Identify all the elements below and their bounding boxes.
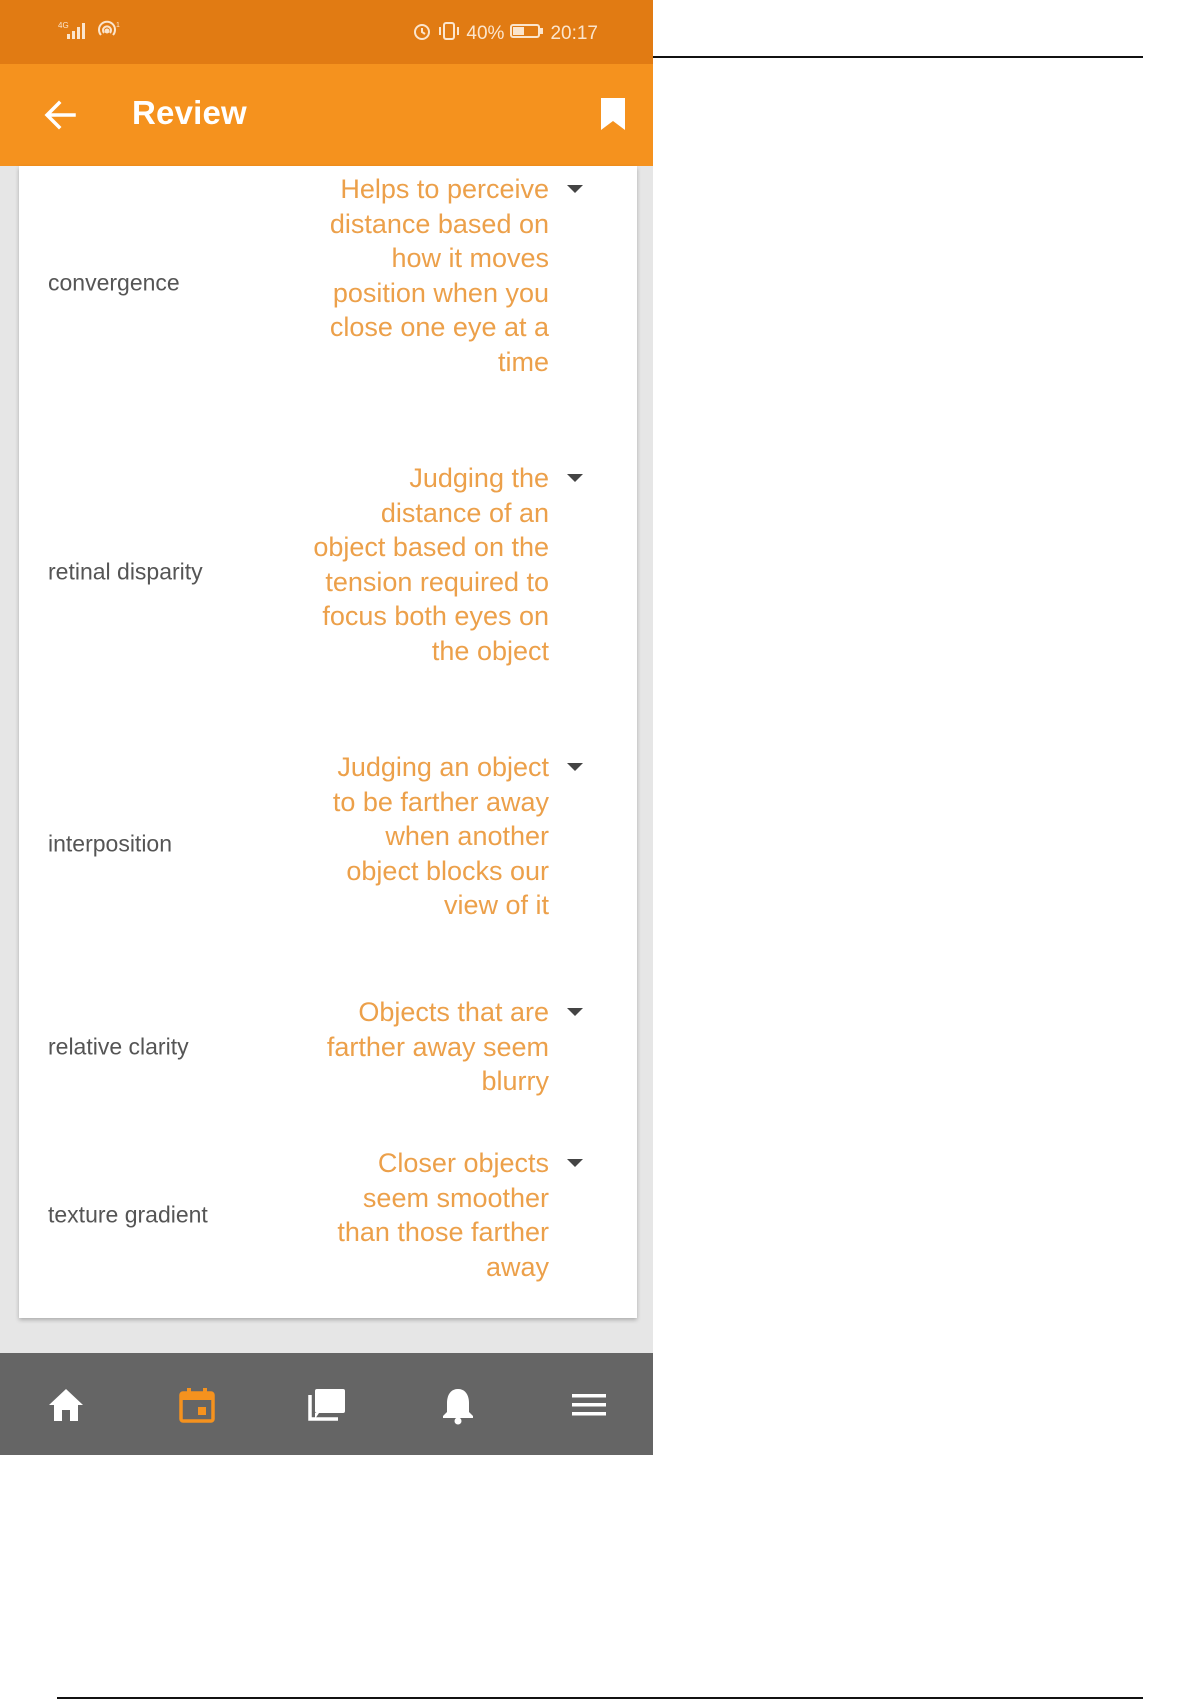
bottom-navigation (0, 1353, 653, 1455)
status-right (412, 21, 598, 47)
term-label: relative clarity (48, 1033, 189, 1060)
arrow-left-icon (43, 100, 77, 130)
answer-dropdown[interactable]: Closer objects seem smoother than those farther away (337, 1148, 549, 1282)
battery-percent: 40% (466, 23, 505, 44)
bell-icon (440, 1385, 476, 1425)
nav-notifications[interactable] (434, 1381, 482, 1429)
nav-cards[interactable] (303, 1381, 351, 1429)
menu-icon (571, 1390, 607, 1420)
back-button[interactable] (38, 93, 82, 137)
phone-screen (0, 0, 653, 1455)
page-title: Review (132, 94, 247, 131)
network-type-label: 4G (58, 21, 69, 30)
vibrate-icon (438, 21, 460, 47)
answer-dropdown[interactable]: Judging an object to be farther away when another object blocks our view of it (332, 752, 549, 920)
review-row (19, 446, 637, 736)
term-label: interposition (48, 830, 173, 857)
term-label: texture gradient (48, 1201, 208, 1228)
clock-time: 20:17 (550, 23, 598, 44)
term-label: convergence (48, 269, 180, 296)
calendar-icon (178, 1386, 216, 1424)
review-row (19, 1141, 637, 1318)
caret-down-icon[interactable] (567, 1159, 583, 1167)
term-label: retinal disparity (48, 558, 203, 585)
answer-dropdown[interactable]: Objects that are farther away seem blurry (326, 997, 549, 1096)
page-divider-top (653, 56, 1143, 58)
svg-text:1: 1 (116, 22, 120, 29)
review-row (19, 991, 637, 1141)
review-row (19, 736, 637, 991)
caret-down-icon[interactable] (567, 1008, 583, 1016)
page-divider-bottom (57, 1697, 1143, 1699)
signal-icon (58, 20, 88, 46)
review-row (19, 166, 637, 446)
caret-down-icon[interactable] (567, 185, 583, 193)
nav-calendar[interactable] (173, 1381, 221, 1429)
review-card (19, 166, 637, 1318)
answer-dropdown[interactable]: Judging the distance of an object based on the tension required to focus both eyes on the object (313, 463, 549, 666)
alarm-icon (412, 21, 432, 47)
cards-icon (306, 1386, 348, 1424)
nav-menu[interactable] (565, 1381, 613, 1429)
bookmark-icon (599, 96, 627, 132)
status-bar (0, 0, 653, 64)
nav-home[interactable] (42, 1381, 90, 1429)
home-icon (46, 1386, 86, 1424)
caret-down-icon[interactable] (567, 763, 583, 771)
hotspot-icon (96, 20, 122, 46)
status-left (58, 20, 122, 46)
bookmark-button[interactable] (593, 94, 633, 134)
battery-icon (510, 22, 544, 46)
answer-dropdown[interactable]: Helps to perceive distance based on how it moves position when you close one eye at a time (329, 174, 549, 377)
caret-down-icon[interactable] (567, 474, 583, 482)
app-bar (0, 64, 653, 166)
